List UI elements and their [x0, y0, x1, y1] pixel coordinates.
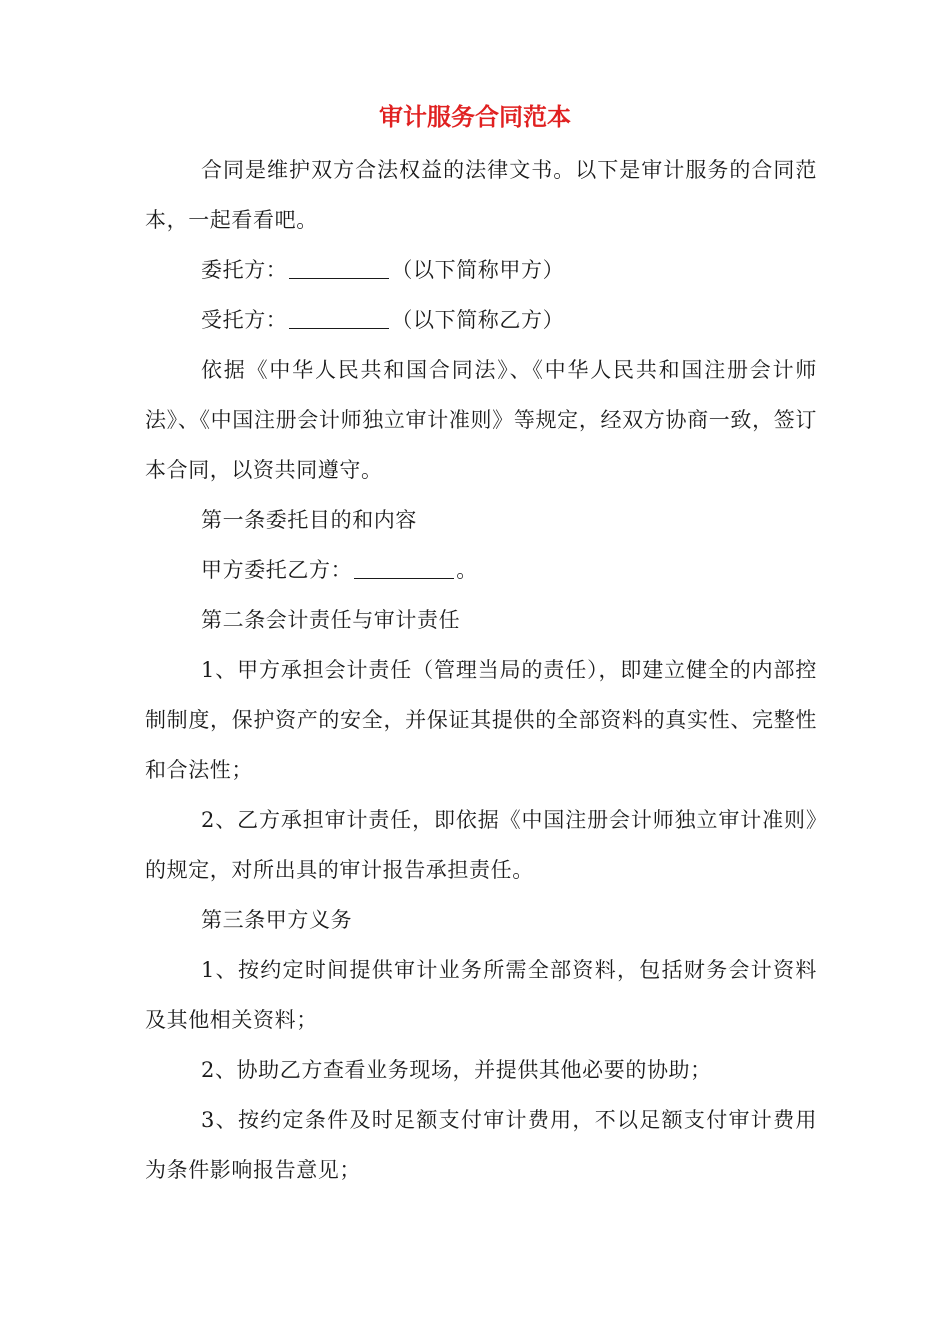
- article1-blank: [354, 558, 454, 579]
- article3-item-2: 2、协助乙方查看业务现场，并提供其他必要的协助；: [201, 1058, 712, 1082]
- contractor-label: 受托方：: [201, 308, 288, 332]
- article2-heading: 第二条会计责任与审计责任: [201, 608, 461, 632]
- client-label: 委托方：: [201, 258, 288, 282]
- basis-paragraph: 依据《中华人民共和国合同法》、《中华人民共和国注册会计师法》、《中国注册会计师独立审计准则》等规定，经双方协商一致，签订本合同，以资共同遵守。: [145, 358, 817, 482]
- article2-item-1: 1、甲方承担会计责任（管理当局的责任），即建立健全的内部控制制度，保护资产的安全，并保证其提供的全部资料的真实性、完整性和合法性；: [145, 658, 817, 782]
- client-blank: [289, 258, 389, 279]
- article2-item-2: 2、乙方承担审计责任，即依据《中国注册会计师独立审计准则》的规定，对所出具的审计报告承担责任。: [145, 808, 817, 882]
- article1-text-prefix: 甲方委托乙方：: [201, 558, 353, 582]
- client-suffix: （以下简称甲方）: [391, 258, 565, 282]
- contractor-blank: [289, 308, 389, 329]
- contractor-line: [145, 295, 817, 345]
- client-line: [145, 245, 817, 295]
- article1-text-suffix: 。: [456, 558, 478, 582]
- article3-item-1: 1、按约定时间提供审计业务所需全部资料，包括财务会计资料及其他相关资料；: [145, 958, 817, 1032]
- contractor-suffix: （以下简称乙方）: [391, 308, 565, 332]
- document-title: 审计服务合同范本: [379, 103, 571, 131]
- article1-heading: 第一条委托目的和内容: [201, 508, 417, 532]
- article3-heading: 第三条甲方义务: [201, 908, 353, 932]
- article3-item-3: 3、按约定条件及时足额支付审计费用，不以足额支付审计费用为条件影响报告意见；: [145, 1108, 817, 1182]
- intro-paragraph: 合同是维护双方合法权益的法律文书。以下是审计服务的合同范本，一起看看吧。: [145, 158, 817, 232]
- article1-text: [145, 545, 817, 595]
